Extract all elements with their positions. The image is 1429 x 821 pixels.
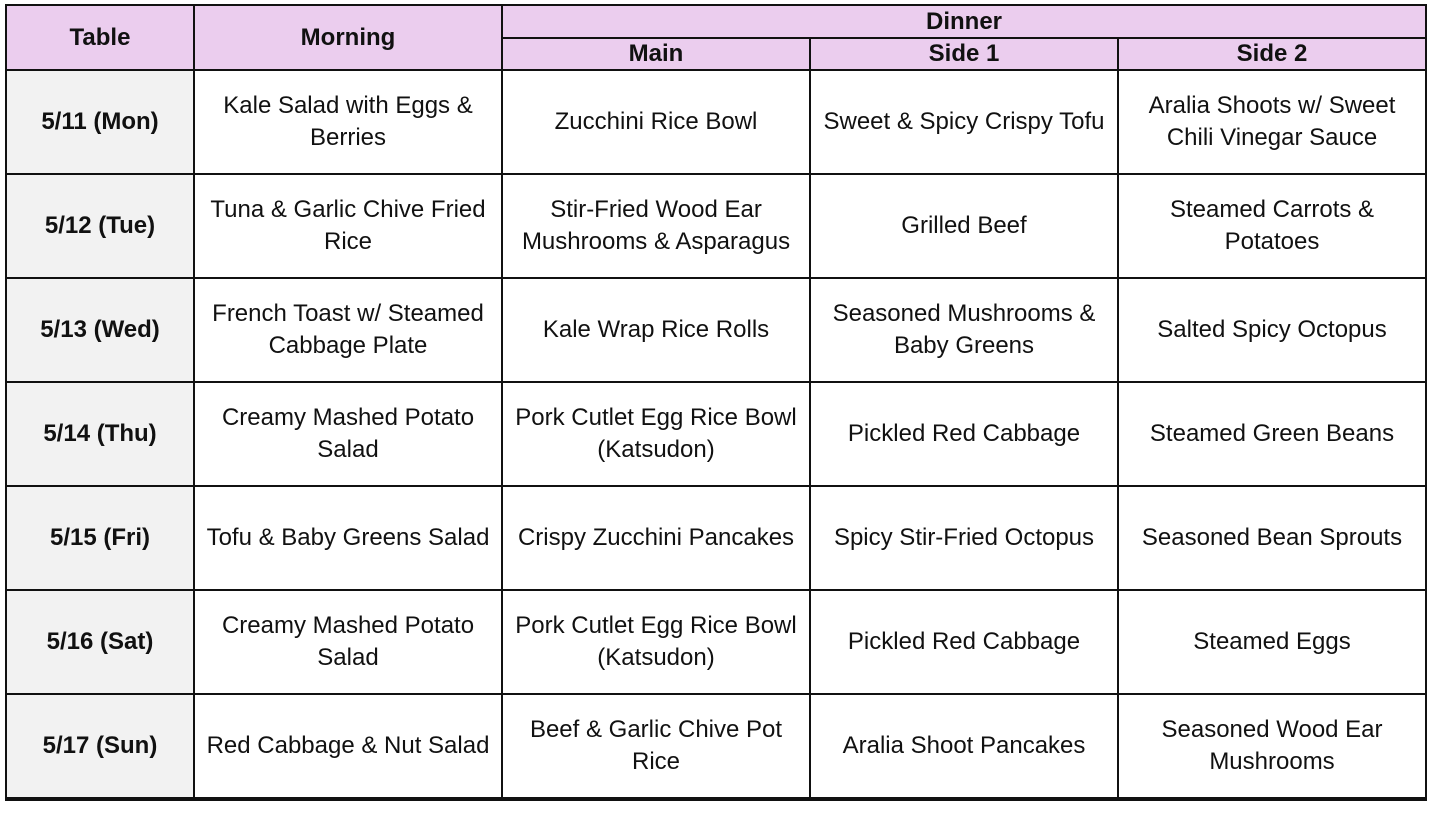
table-row	[6, 70, 1426, 174]
date-cell: 5/12 (Tue)	[6, 174, 194, 278]
table-row	[6, 590, 1426, 694]
main-cell: Zucchini Rice Bowl	[502, 70, 810, 174]
side2-column-header: Side 2	[1118, 38, 1426, 70]
date-cell: 5/16 (Sat)	[6, 590, 194, 694]
date-cell: 5/11 (Mon)	[6, 70, 194, 174]
table-row	[6, 382, 1426, 486]
side2-cell: Seasoned Wood Ear Mushrooms	[1118, 694, 1426, 799]
side2-cell: Salted Spicy Octopus	[1118, 278, 1426, 382]
side1-cell: Grilled Beef	[810, 174, 1118, 278]
date-cell: 5/13 (Wed)	[6, 278, 194, 382]
morning-cell: Creamy Mashed Potato Salad	[194, 590, 502, 694]
main-cell: Beef & Garlic Chive Pot Rice	[502, 694, 810, 799]
dinner-group-header: Dinner	[502, 5, 1426, 38]
meal-plan-table	[5, 4, 1427, 801]
table-row	[6, 174, 1426, 278]
morning-cell: Kale Salad with Eggs & Berries	[194, 70, 502, 174]
morning-cell: Tofu & Baby Greens Salad	[194, 486, 502, 590]
main-cell: Pork Cutlet Egg Rice Bowl (Katsudon)	[502, 382, 810, 486]
date-cell: 5/17 (Sun)	[6, 694, 194, 799]
table-row	[6, 694, 1426, 799]
meal-plan-frame	[5, 4, 1425, 814]
date-cell: 5/14 (Thu)	[6, 382, 194, 486]
table-column-header: Table	[6, 5, 194, 70]
main-cell: Crispy Zucchini Pancakes	[502, 486, 810, 590]
main-cell: Kale Wrap Rice Rolls	[502, 278, 810, 382]
side2-cell: Steamed Carrots & Potatoes	[1118, 174, 1426, 278]
date-cell: 5/15 (Fri)	[6, 486, 194, 590]
main-cell: Pork Cutlet Egg Rice Bowl (Katsudon)	[502, 590, 810, 694]
main-cell: Stir-Fried Wood Ear Mushrooms & Asparagus	[502, 174, 810, 278]
side2-cell: Seasoned Bean Sprouts	[1118, 486, 1426, 590]
side1-cell: Pickled Red Cabbage	[810, 590, 1118, 694]
side1-column-header: Side 1	[810, 38, 1118, 70]
main-column-header: Main	[502, 38, 810, 70]
morning-cell: French Toast w/ Steamed Cabbage Plate	[194, 278, 502, 382]
side1-cell: Sweet & Spicy Crispy Tofu	[810, 70, 1118, 174]
side1-cell: Aralia Shoot Pancakes	[810, 694, 1118, 799]
morning-cell: Creamy Mashed Potato Salad	[194, 382, 502, 486]
side1-cell: Spicy Stir-Fried Octopus	[810, 486, 1118, 590]
table-row	[6, 278, 1426, 382]
table-row	[6, 486, 1426, 590]
side2-cell: Aralia Shoots w/ Sweet Chili Vinegar Sauce	[1118, 70, 1426, 174]
morning-cell: Tuna & Garlic Chive Fried Rice	[194, 174, 502, 278]
morning-cell: Red Cabbage & Nut Salad	[194, 694, 502, 799]
morning-column-header: Morning	[194, 5, 502, 70]
side1-cell: Seasoned Mushrooms & Baby Greens	[810, 278, 1118, 382]
side1-cell: Pickled Red Cabbage	[810, 382, 1118, 486]
side2-cell: Steamed Eggs	[1118, 590, 1426, 694]
side2-cell: Steamed Green Beans	[1118, 382, 1426, 486]
